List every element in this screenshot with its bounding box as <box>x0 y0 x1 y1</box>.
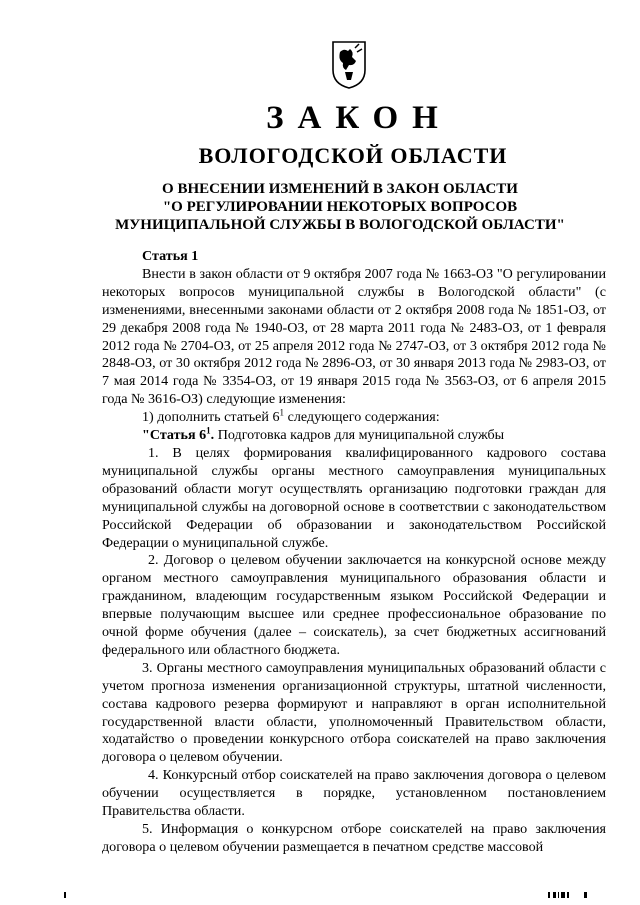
law-subtitle <box>110 180 570 234</box>
amendment-item-1 <box>102 409 606 427</box>
item-text: 1) дополнить статьей 6 <box>142 409 280 426</box>
superscript: 1 <box>279 407 285 418</box>
paragraph: 2. Договор о целевом обучении заключается на конкурсной основе между органом местного самоуправления муниципального образования области и гражданином, владеющим государственным языком Российской Федерации и впервые получающим высшее или среднее профессиональное образование по очной форме обучения (далее – соискатель), за счет бюджетных ассигнований федерального или областного бюджета. <box>102 552 606 658</box>
new-article-label: Статья 6 <box>149 427 207 444</box>
new-article-heading <box>102 427 606 445</box>
item-text: следующего содержания: <box>284 409 440 426</box>
region-title: ВОЛОГОДСКОЙ ОБЛАСТИ <box>198 143 508 168</box>
paragraph: 5. Информация о конкурсном отборе соискателей на право заключения договора о целевом обучении размещается в печатном средстве массовой <box>102 821 606 855</box>
document-type-title: ЗАКОН <box>266 100 452 136</box>
subtitle-line: МУНИЦИПАЛЬНОЙ СЛУЖБЫ В ВОЛОГОДСКОЙ ОБЛАСТИ" <box>115 217 565 233</box>
new-article-title: Подготовка кадров для муниципальной службы <box>214 427 505 444</box>
subtitle-line: О ВНЕСЕНИИ ИЗМЕНЕНИЙ В ЗАКОН ОБЛАСТИ <box>162 181 518 197</box>
paragraph: 4. Конкурсный отбор соискателей на право заключения договора о целевом обучении осуществляется в порядке, установленном постановлением Правительства области. <box>102 767 606 820</box>
article-heading: Статья 1 <box>142 248 199 264</box>
paragraph: 1. В целях формирования квалифицированного кадрового состава муниципальной службы органы местного самоуправления муниципальных образований области могут осуществлять организацию подготовки граждан для муниципальной службы на договорной основе в соответствии с законодательством Российской Федерации об образовании и законодательством Российской Федерации о муниципальной службе. <box>102 444 606 551</box>
scan-mark <box>64 892 66 898</box>
scan-barcode-mark <box>548 892 588 898</box>
paragraph: 3. Органы местного самоуправления муниципальных образований области с учетом прогноза изменения организационной структуры, штатной численности, состава кадрового резерва формируют и направляют в орган исполнительной государственной власти области, уполномоченный Правительством области, ходатайство о проведении конкурсного отбора соискателей на право заключения договора о целевом обучении. <box>102 659 606 766</box>
intro-paragraph: Внести в закон области от 9 октября 2007 года № 1663-ОЗ "О регулировании некоторых вопросов муниципальной службы в Вологодской области" (с изменениями, внесенными законами области от 2 октября 2008 года № 1851-ОЗ, от 29 декабря 2008 года № 1940-ОЗ, от 28 марта 2011 года № 2483-ОЗ, от 1 февраля 2012 года № 2704-ОЗ, от 25 апреля 2012 года № 2747-ОЗ, от 3 октября 2012 года № 2848-ОЗ, от 30 октября 2012 года № 2896-ОЗ, от 30 января 2013 года № 2983-ОЗ, от 7 мая 2014 года № 3354-ОЗ, от 19 января 2015 года № 3563-ОЗ, от 6 апреля 2015 года № 3616-ОЗ) следующие изменения: <box>102 265 606 408</box>
superscript: 1 <box>206 425 211 436</box>
new-article-dot: . <box>210 427 215 444</box>
coat-of-arms-icon <box>331 40 367 90</box>
subtitle-line: "О РЕГУЛИРОВАНИИ НЕКОТОРЫХ ВОПРОСОВ <box>162 199 518 215</box>
law-body <box>102 248 606 857</box>
quote-mark: " <box>142 427 150 444</box>
